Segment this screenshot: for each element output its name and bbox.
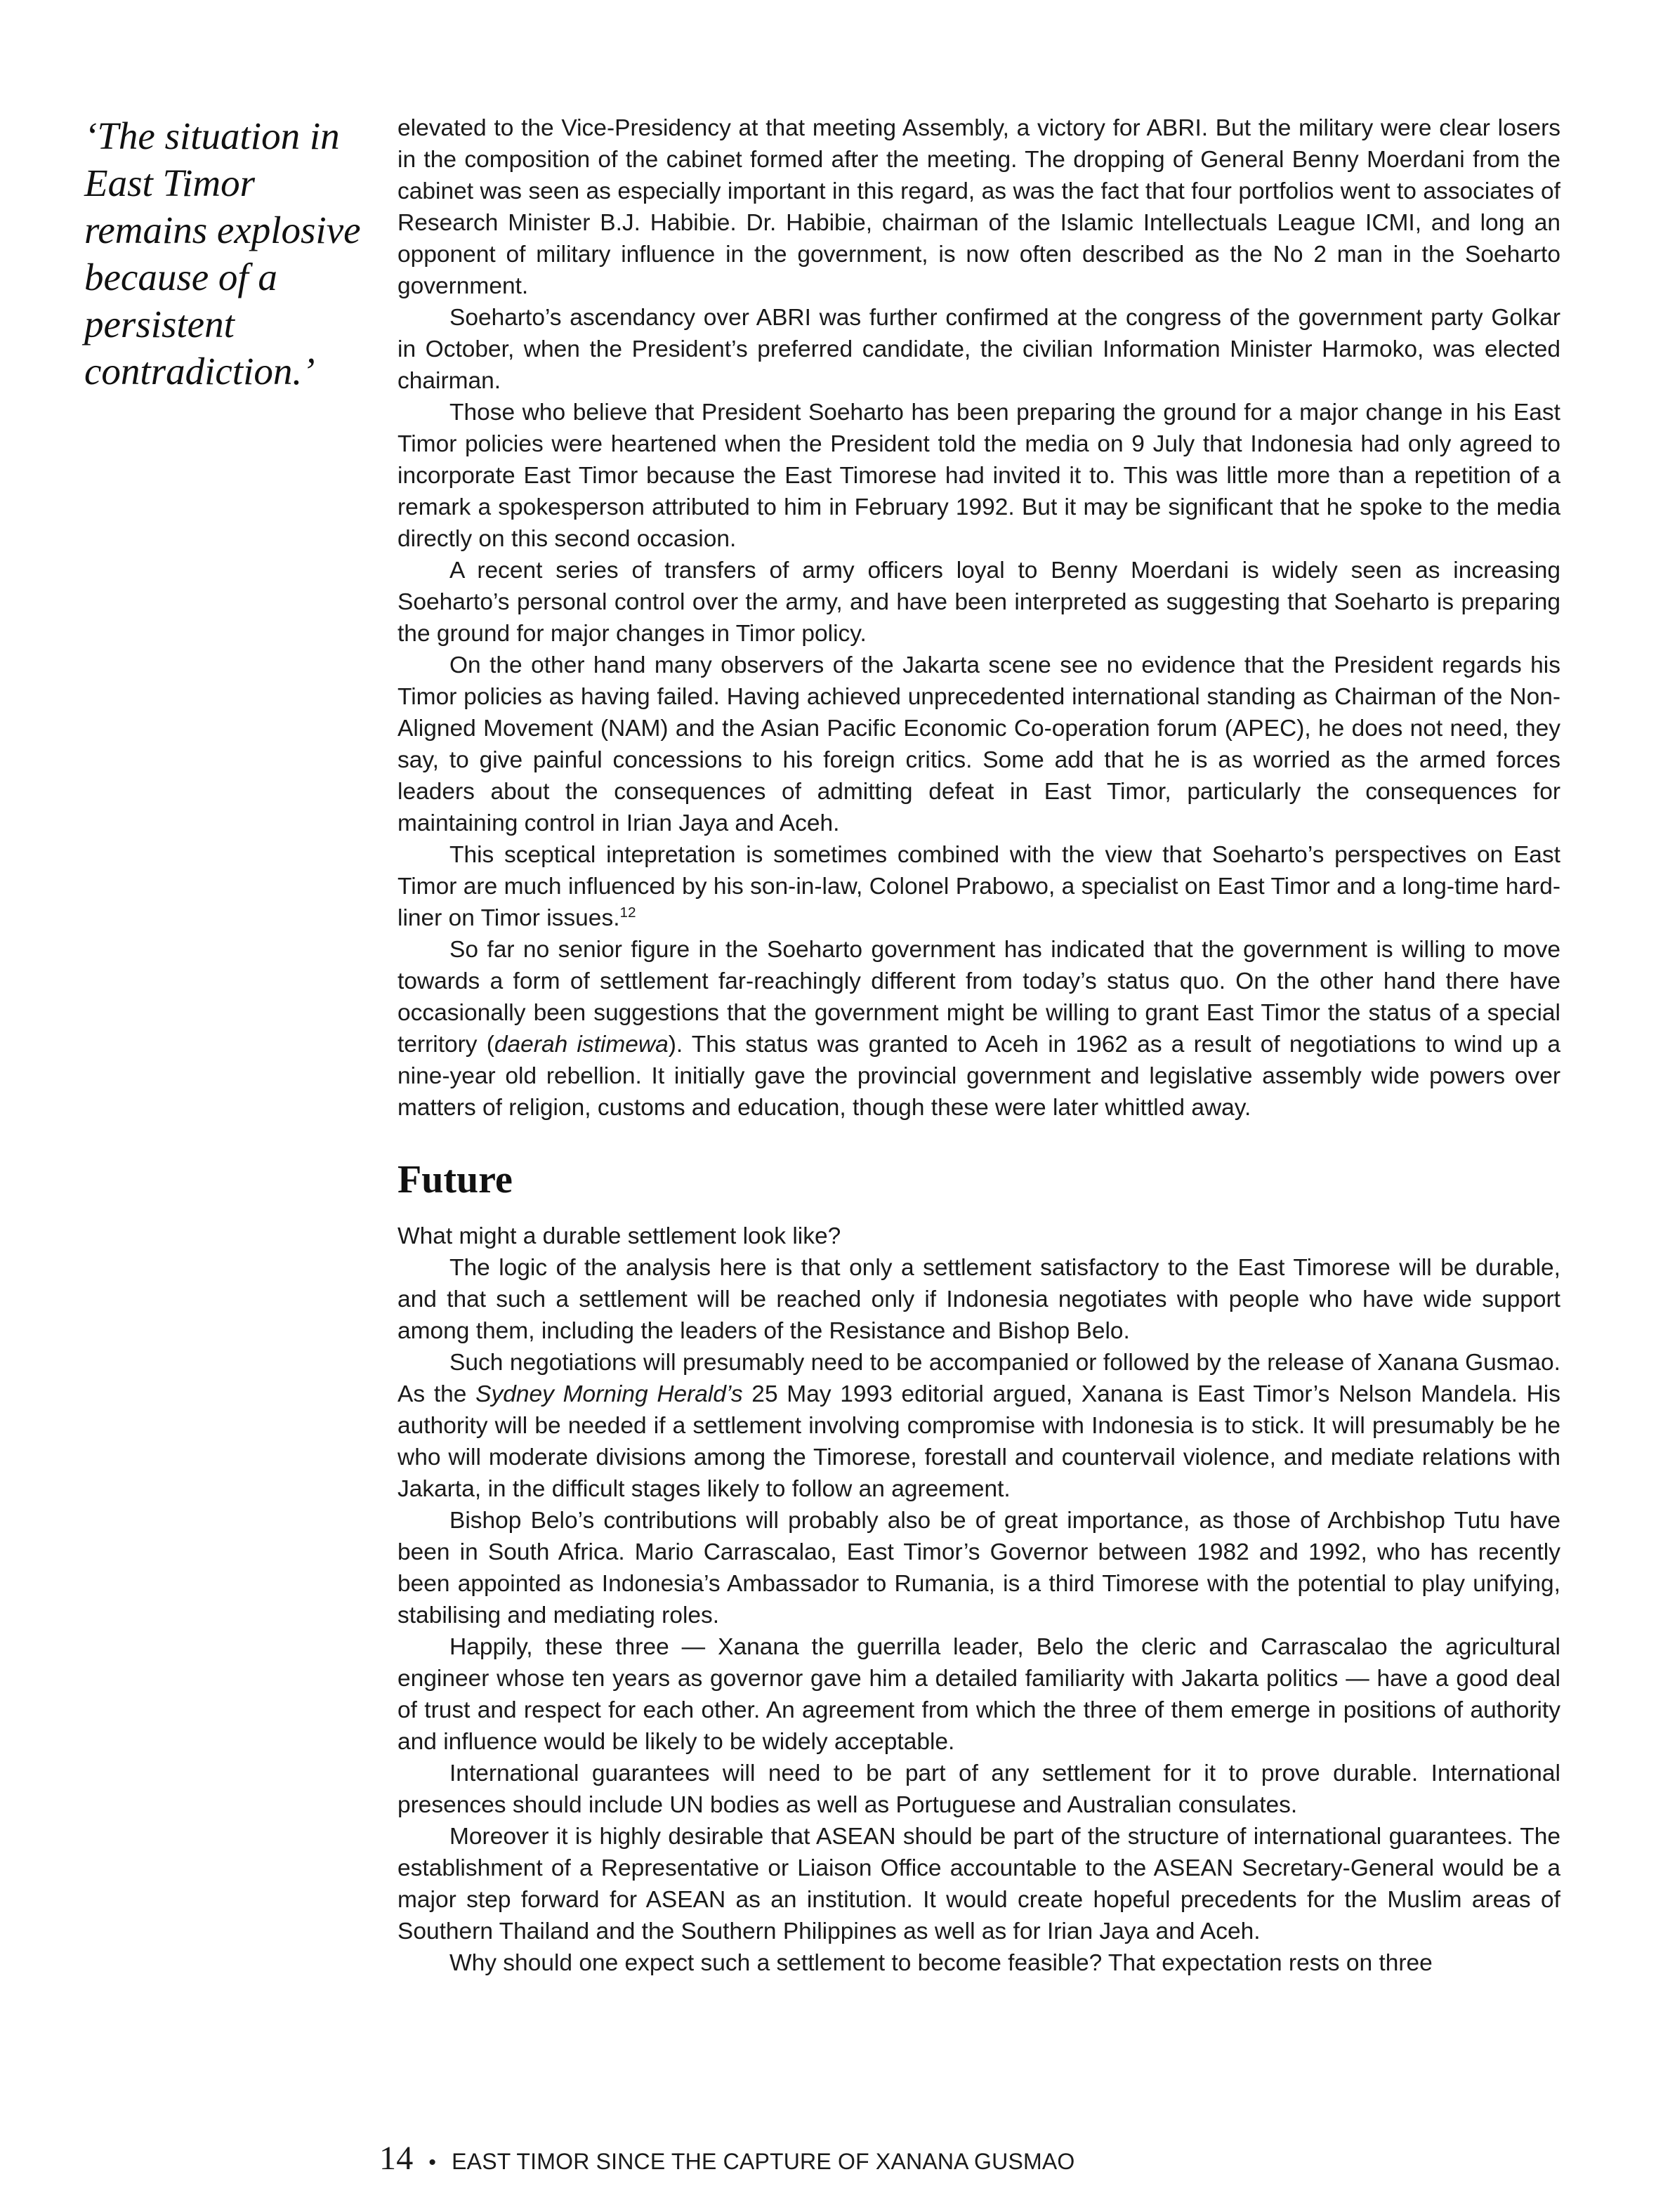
- article-body: [397, 112, 1560, 1979]
- paragraph-7: So far no senior figure in the Soeharto government has indicated that the government is willing to move towards a form of settlement far-reachingly different from today’s status quo. On the other hand there have occasionally been suggestions that the government might be willing to grant East Timor the status of a special territory (daerah istimewa). This status was granted to Aceh in 1962 as a result of negotiations to wind up a nine-year old rebellion. It initially gave the provincial government and legislative assembly wide powers over matters of religion, customs and education, though these were later whittled away.: [397, 937, 1561, 1121]
- paragraph-4: A recent series of transfers of army officers loyal to Benny Moerdani is widely seen as increasing Soeharto’s personal control over the army, and have been interpreted as suggesting that Soeharto is preparing the ground for major changes in Timor policy.: [397, 558, 1560, 647]
- paragraph-8: What might a durable settlement look like?: [397, 1223, 841, 1249]
- page-footer: [379, 2139, 1074, 2178]
- paragraph-14: Moreover it is highly desirable that ASEAN should be part of the structure of international guarantees. The establishment of a Representative or Liaison Office accountable to the ASEAN Secretary-General would be a major step forward for ASEAN as an institution. It would create hopeful precedents for the Muslim areas of Southern Thailand and the Southern Philippines as well as for Irian Jaya and Aceh.: [397, 1824, 1560, 1944]
- italic-publication: Sydney Morning Herald’s: [475, 1381, 743, 1407]
- paragraph-5: On the other hand many observers of the Jakarta scene see no evidence that the President regards his Timor policies as having failed. Having achieved unprecedented international standing as Chairman of the Non-Aligned Movement (NAM) and the Asian Pacific Economic Co-operation forum (APEC), he does not need, they say, to give painful concessions to his foreign critics. Some add that he is as worried as the armed forces leaders about the consequences of admitting defeat in East Timor, particularly the consequences for maintaining control in Irian Jaya and Aceh.: [397, 652, 1560, 836]
- paragraph-11: Bishop Belo’s contributions will probably also be of great importance, as those of Archbishop Tutu have been in South Africa. Mario Carrascalao, East Timor’s Governor between 1982 and 1992, who has recently been appointed as Indonesia’s Ambassador to Rumania, is a third Timorese with the potential to play unifying, stabilising and mediating roles.: [397, 1508, 1560, 1628]
- pull-quote: ‘The situation in East Timor remains explosive because of a persistent contradiction.’: [84, 114, 361, 393]
- section-heading: Future: [397, 1158, 513, 1202]
- italic-term: daerah istimewa: [494, 1032, 669, 1058]
- paragraph-12: Happily, these three — Xanana the guerrilla leader, Belo the cleric and Carrascalao the agricultural engineer whose ten years as governor gave him a detailed familiarity with Jakarta politics — have a good deal of trust and respect for each other. An agreement from which the three of them emerge in positions of authority and influence would be likely to be widely acceptable.: [397, 1634, 1560, 1755]
- footer-bullet: •: [428, 2151, 437, 2174]
- paragraph-2: Soeharto’s ascendancy over ABRI was further confirmed at the congress of the government party Golkar in October, when the President’s preferred candidate, the civilian Information Minister Harmoko, was elected chairman.: [397, 305, 1560, 394]
- footnote-ref-12: 12: [619, 904, 636, 921]
- page-number: 14: [379, 2140, 414, 2177]
- paragraph-10: Such negotiations will presumably need to be accompanied or followed by the release of Xanana Gusmao. As the Sydney Morning Herald’s 25 May 1993 editorial argued, Xanana is East Timor’s Nelson Mandela. His authority will be needed if a settlement involving compromise with Indonesia is to stick. It will presumably be he who will moderate divisions among the Timorese, forestall and countervail violence, and mediate relations with Jakarta, in the difficult stages likely to follow an agreement.: [397, 1350, 1561, 1502]
- running-title: EAST TIMOR SINCE THE CAPTURE OF XANANA GUSMAO: [452, 2149, 1075, 2174]
- paragraph-15: Why should one expect such a settlement to become feasible? That expectation rests on three: [449, 1950, 1433, 1976]
- paragraph-1: elevated to the Vice-Presidency at that meeting Assembly, a victory for ABRI. But the military were clear losers in the composition of the cabinet formed after the meeting. The dropping of General Benny Moerdani from the cabinet was seen as especially important in this regard, as was the fact that four portfolios went to associates of Research Minister B.J. Habibie. Dr. Habibie, chairman of the Islamic Intellectuals League ICMI, and long an opponent of military influence in the government, is now often described as the No 2 man in the Soeharto government.: [397, 115, 1560, 299]
- paragraph-3: Those who believe that President Soeharto has been preparing the ground for a major change in his East Timor policies were heartened when the President told the media on 9 July that Indonesia had only agreed to incorporate East Timor because the East Timorese had invited it to. This was little more than a repetition of a remark a spokesperson attributed to him in February 1992. But it may be significant that he spoke to the media directly on this second occasion.: [397, 400, 1560, 552]
- paragraph-9: The logic of the analysis here is that only a settlement satisfactory to the East Timorese will be durable, and that such a settlement will be reached only if Indonesia negotiates with people who have wide support among them, including the leaders of the Resistance and Bishop Belo.: [397, 1255, 1560, 1344]
- paragraph-13: International guarantees will need to be part of any settlement for it to prove durable. International presences should include UN bodies as well as Portuguese and Australian consulates.: [397, 1760, 1560, 1818]
- paragraph-6: This sceptical intepretation is sometimes combined with the view that Soeharto’s perspectives on East Timor are much influenced by his son-in-law, Colonel Prabowo, a specialist on East Timor and a long-time hard-liner on Timor issues.$^{12}$: [397, 842, 1560, 931]
